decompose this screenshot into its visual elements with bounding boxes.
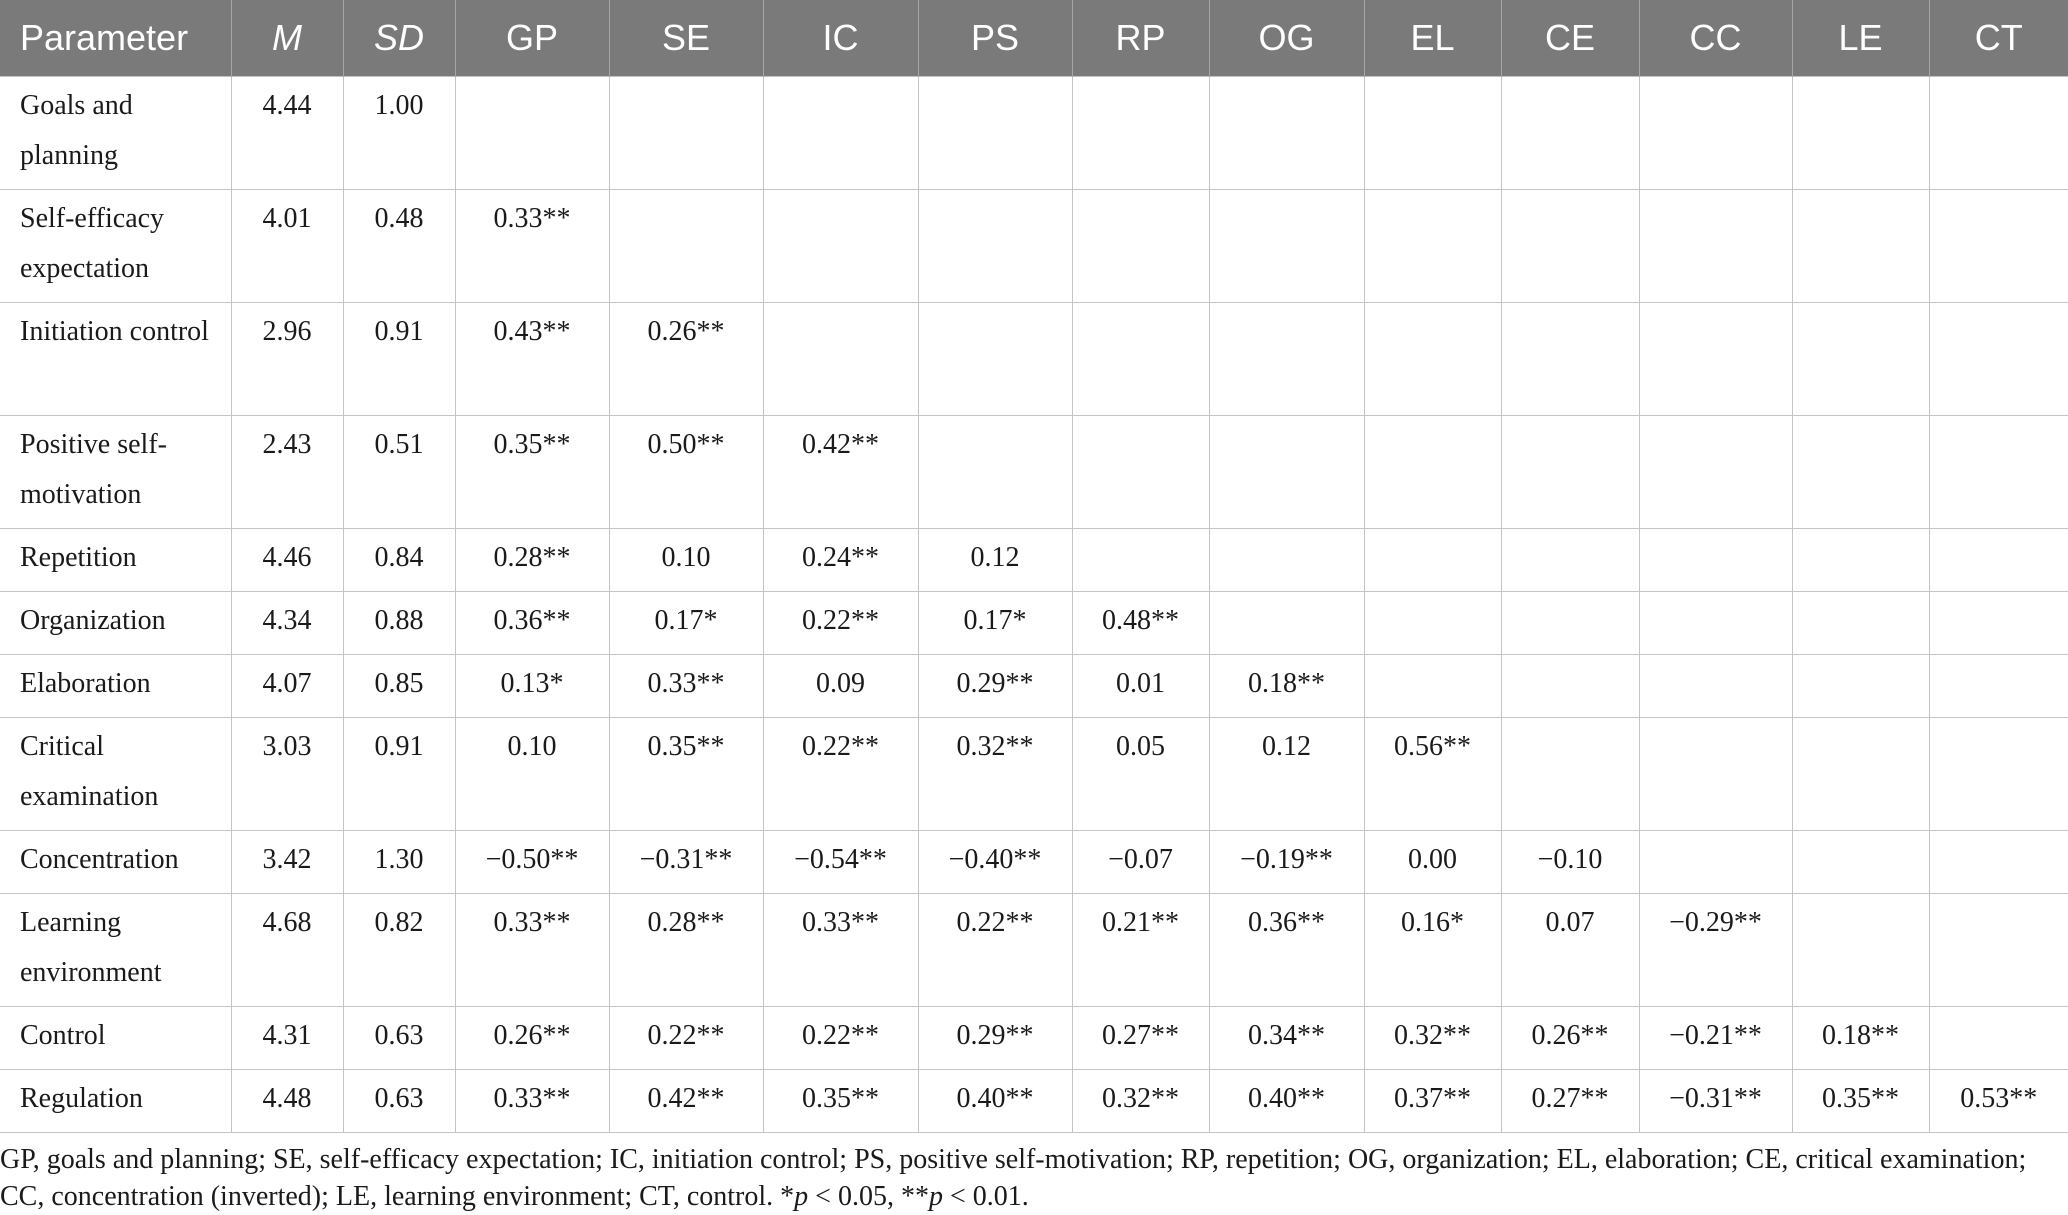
table-cell: [1364, 529, 1501, 592]
table-cell: [1501, 416, 1639, 529]
table-cell: 1.30: [343, 831, 455, 894]
table-cell: 0.10: [455, 718, 609, 831]
table-cell: [1501, 655, 1639, 718]
table-row: [0, 831, 2068, 894]
table-cell: [609, 190, 763, 303]
table-row: [0, 77, 2068, 190]
header-sd: SD: [343, 0, 455, 77]
table-cell: 4.07: [231, 655, 343, 718]
table-cell: −0.50**: [455, 831, 609, 894]
table-row: [0, 1007, 2068, 1070]
table-cell: [1639, 655, 1792, 718]
table-cell: 0.63: [343, 1070, 455, 1133]
table-cell: 1.00: [343, 77, 455, 190]
row-label: Organization: [0, 592, 231, 655]
table-cell: 0.51: [343, 416, 455, 529]
table-cell: 0.26**: [609, 303, 763, 416]
table-cell: 0.21**: [1072, 894, 1209, 1007]
header-se: SE: [609, 0, 763, 77]
table-cell: 0.17*: [609, 592, 763, 655]
table-cell: 0.00: [1364, 831, 1501, 894]
footnote-sig2-mark: **: [900, 1181, 929, 1212]
table-cell: 0.07: [1501, 894, 1639, 1007]
table-cell: 2.43: [231, 416, 343, 529]
table-cell: 0.27**: [1501, 1070, 1639, 1133]
table-cell: [1364, 416, 1501, 529]
table-cell: [1639, 831, 1792, 894]
row-label: Repetition: [0, 529, 231, 592]
table-cell: 0.32**: [1364, 1007, 1501, 1070]
table-cell: 0.29**: [918, 1007, 1072, 1070]
table-cell: 0.28**: [455, 529, 609, 592]
table-cell: [1929, 592, 2068, 655]
table-cell: [1929, 77, 2068, 190]
footnote-sig2-p: p: [928, 1181, 943, 1212]
table-cell: 0.36**: [455, 592, 609, 655]
table-cell: [1072, 416, 1209, 529]
table-cell: −0.54**: [763, 831, 918, 894]
table-cell: −0.40**: [918, 831, 1072, 894]
table-cell: −0.31**: [1639, 1070, 1792, 1133]
table-cell: [1501, 718, 1639, 831]
table-cell: −0.19**: [1209, 831, 1364, 894]
table-cell: [1364, 655, 1501, 718]
table-cell: 0.29**: [918, 655, 1072, 718]
table-footnote: [0, 1133, 2068, 1215]
table-cell: [918, 190, 1072, 303]
header-mean: M: [231, 0, 343, 77]
table-row: [0, 592, 2068, 655]
table-cell: 0.88: [343, 592, 455, 655]
table-row: [0, 303, 2068, 416]
table-row: [0, 416, 2068, 529]
footnote-sig2-threshold: < 0.01.: [942, 1181, 1029, 1212]
table-cell: 0.42**: [763, 416, 918, 529]
table-row: [0, 894, 2068, 1007]
table-cell: [1209, 529, 1364, 592]
table-cell: 0.22**: [918, 894, 1072, 1007]
table-cell: 0.01: [1072, 655, 1209, 718]
table-cell: [918, 416, 1072, 529]
table-cell: [1072, 77, 1209, 190]
table-cell: [609, 77, 763, 190]
table-cell: [1209, 303, 1364, 416]
table-cell: 0.22**: [763, 592, 918, 655]
table-cell: 0.33**: [455, 190, 609, 303]
table-cell: 0.91: [343, 303, 455, 416]
table-cell: 0.36**: [1209, 894, 1364, 1007]
table-cell: 0.34**: [1209, 1007, 1364, 1070]
table-cell: 4.34: [231, 592, 343, 655]
table-cell: 0.22**: [763, 1007, 918, 1070]
table-cell: 0.28**: [609, 894, 763, 1007]
table-cell: 4.44: [231, 77, 343, 190]
header-rp: RP: [1072, 0, 1209, 77]
footnote-sig1-p: p: [794, 1181, 809, 1212]
table-cell: [1639, 718, 1792, 831]
row-label: Self-efficacy expectation: [0, 190, 231, 303]
table-cell: [1072, 303, 1209, 416]
table-cell: 0.42**: [609, 1070, 763, 1133]
header-cc: CC: [1639, 0, 1792, 77]
table-cell: 4.48: [231, 1070, 343, 1133]
table-row: [0, 1070, 2068, 1133]
table-cell: [1639, 416, 1792, 529]
table-cell: [1639, 77, 1792, 190]
table-cell: 0.17*: [918, 592, 1072, 655]
table-cell: [1929, 303, 2068, 416]
table-cell: 0.12: [918, 529, 1072, 592]
header-el: EL: [1364, 0, 1501, 77]
table-cell: 0.18**: [1209, 655, 1364, 718]
footnote-sig1-threshold: < 0.05,: [808, 1181, 901, 1212]
table-cell: 0.13*: [455, 655, 609, 718]
table-cell: [455, 77, 609, 190]
header-ic: IC: [763, 0, 918, 77]
table-cell: [1792, 303, 1929, 416]
table-cell: [1792, 592, 1929, 655]
row-label: Regulation: [0, 1070, 231, 1133]
row-label: Positive self-motivation: [0, 416, 231, 529]
table-cell: [1364, 592, 1501, 655]
table-cell: [1929, 718, 2068, 831]
table-cell: [918, 303, 1072, 416]
table-cell: 0.48: [343, 190, 455, 303]
table-cell: 0.22**: [763, 718, 918, 831]
table-cell: [1929, 1007, 2068, 1070]
table-row: [0, 718, 2068, 831]
table-cell: −0.07: [1072, 831, 1209, 894]
table-body: [0, 77, 2068, 1133]
row-label: Learning environment: [0, 894, 231, 1007]
table-cell: 0.33**: [609, 655, 763, 718]
table-cell: 0.16*: [1364, 894, 1501, 1007]
table-cell: [1792, 416, 1929, 529]
table-cell: [763, 77, 918, 190]
table-cell: [1501, 303, 1639, 416]
table-cell: 0.26**: [1501, 1007, 1639, 1070]
table-cell: [1639, 303, 1792, 416]
table-cell: 0.48**: [1072, 592, 1209, 655]
table-cell: 0.32**: [918, 718, 1072, 831]
row-label: Control: [0, 1007, 231, 1070]
table-cell: 0.27**: [1072, 1007, 1209, 1070]
table-cell: 0.82: [343, 894, 455, 1007]
table-cell: 4.46: [231, 529, 343, 592]
table-cell: 0.33**: [455, 1070, 609, 1133]
table-cell: 0.91: [343, 718, 455, 831]
table-cell: 0.84: [343, 529, 455, 592]
table-cell: [1364, 77, 1501, 190]
table-cell: 0.35**: [763, 1070, 918, 1133]
table-cell: [1501, 592, 1639, 655]
table-cell: [1792, 831, 1929, 894]
table-cell: [1792, 718, 1929, 831]
table-cell: 0.35**: [609, 718, 763, 831]
table-cell: [1639, 592, 1792, 655]
table-cell: [918, 77, 1072, 190]
table-cell: [1209, 77, 1364, 190]
table-cell: [1501, 529, 1639, 592]
table-cell: 4.01: [231, 190, 343, 303]
table-cell: 0.35**: [455, 416, 609, 529]
table-cell: 3.03: [231, 718, 343, 831]
row-label: Concentration: [0, 831, 231, 894]
header-le: LE: [1792, 0, 1929, 77]
header-parameter: Parameter: [0, 0, 231, 77]
table-row: [0, 190, 2068, 303]
table-cell: [1929, 416, 2068, 529]
table-cell: 0.53**: [1929, 1070, 2068, 1133]
table-cell: 0.05: [1072, 718, 1209, 831]
table-cell: 0.33**: [455, 894, 609, 1007]
header-ce: CE: [1501, 0, 1639, 77]
footnote-abbreviations: GP, goals and planning; SE, self-efficacy expectation; IC, initiation control; PS, positive self-motivation; RP, repetition; OG, organization; EL, elaboration; CE, critical examination; CC, concentration (inverted); LE, learning environment; CT, control.: [0, 1144, 2027, 1212]
table-cell: −0.21**: [1639, 1007, 1792, 1070]
table-cell: 2.96: [231, 303, 343, 416]
table-cell: 0.22**: [609, 1007, 763, 1070]
table-cell: 0.85: [343, 655, 455, 718]
table-row: [0, 655, 2068, 718]
table-cell: 0.10: [609, 529, 763, 592]
row-label: Initiation control: [0, 303, 231, 416]
table-cell: 0.56**: [1364, 718, 1501, 831]
table-cell: 4.31: [231, 1007, 343, 1070]
table-cell: 0.43**: [455, 303, 609, 416]
table-header-row: [0, 0, 2068, 77]
footnote-sig1-mark: *: [780, 1181, 795, 1212]
table-cell: [1929, 190, 2068, 303]
table-cell: [1209, 416, 1364, 529]
table-cell: −0.29**: [1639, 894, 1792, 1007]
table-cell: [1072, 190, 1209, 303]
table-cell: 0.12: [1209, 718, 1364, 831]
table-cell: 0.18**: [1792, 1007, 1929, 1070]
table-cell: 0.09: [763, 655, 918, 718]
table-cell: 0.37**: [1364, 1070, 1501, 1133]
table-cell: [1364, 190, 1501, 303]
table-cell: −0.31**: [609, 831, 763, 894]
table-cell: [1792, 190, 1929, 303]
table-cell: [1209, 190, 1364, 303]
table-cell: [1929, 655, 2068, 718]
table-cell: [1501, 77, 1639, 190]
table-cell: [1792, 655, 1929, 718]
table-cell: [1639, 190, 1792, 303]
table-cell: [763, 190, 918, 303]
table-cell: 0.35**: [1792, 1070, 1929, 1133]
row-label: Elaboration: [0, 655, 231, 718]
header-gp: GP: [455, 0, 609, 77]
table-cell: 0.26**: [455, 1007, 609, 1070]
table-cell: [1792, 77, 1929, 190]
table-cell: [1792, 894, 1929, 1007]
table-cell: [1072, 529, 1209, 592]
table-cell: [1364, 303, 1501, 416]
table-cell: [1929, 529, 2068, 592]
header-ps: PS: [918, 0, 1072, 77]
table-cell: [1501, 190, 1639, 303]
row-label: Critical examination: [0, 718, 231, 831]
table-cell: [1792, 529, 1929, 592]
table-cell: 4.68: [231, 894, 343, 1007]
table-cell: 0.63: [343, 1007, 455, 1070]
table-cell: 0.40**: [918, 1070, 1072, 1133]
table-cell: 3.42: [231, 831, 343, 894]
table-cell: [1929, 894, 2068, 1007]
header-ct: CT: [1929, 0, 2068, 77]
table-row: [0, 529, 2068, 592]
table-cell: 0.32**: [1072, 1070, 1209, 1133]
table-cell: [1639, 529, 1792, 592]
header-og: OG: [1209, 0, 1364, 77]
table-cell: −0.10: [1501, 831, 1639, 894]
table-cell: [763, 303, 918, 416]
table-cell: 0.40**: [1209, 1070, 1364, 1133]
table-cell: [1929, 831, 2068, 894]
row-label: Goals and planning: [0, 77, 231, 190]
table-cell: 0.50**: [609, 416, 763, 529]
table-cell: [1209, 592, 1364, 655]
table-cell: 0.33**: [763, 894, 918, 1007]
table-cell: 0.24**: [763, 529, 918, 592]
